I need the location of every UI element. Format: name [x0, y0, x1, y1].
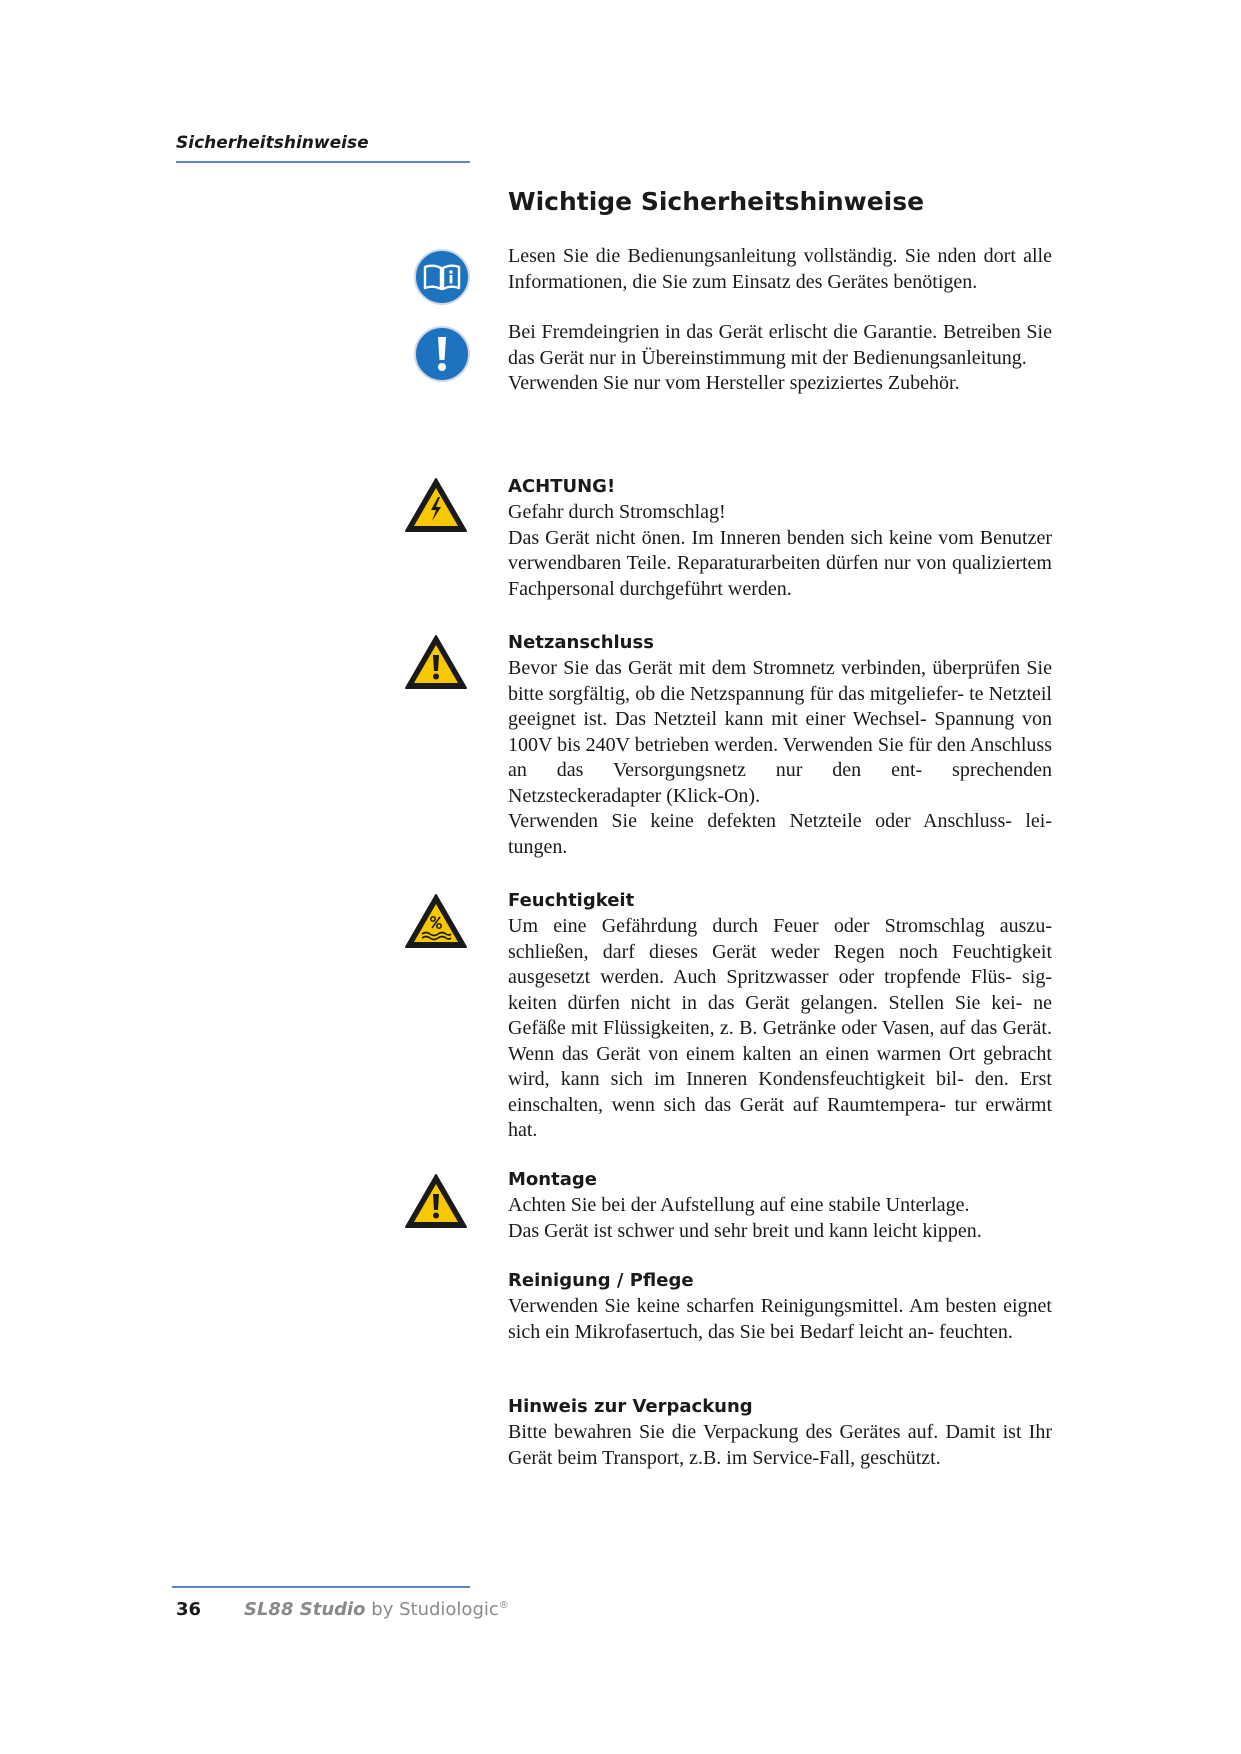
section-reinigung — [508, 1269, 1052, 1345]
section-text-extra: Das Gerät nicht önen. Im Inneren benden sich keine vom Benutzer verwendbaren Teile. Reparaturarbeiten dürfen nur von qualiziertem Fachpersonal durchgeführt werden. — [508, 526, 1052, 600]
section-feuchtigkeit — [508, 889, 1052, 1144]
general-warning-icon — [403, 1172, 469, 1230]
section-text-extra: Verwenden Sie nur vom Hersteller speziziertes Zubehör. — [508, 372, 960, 394]
section-text: Verwenden Sie keine scharfen Reinigungsmittel. Am besten eignet sich ein Mikrofasertuch, das Sie bei Bedarf leicht an- feuchten. — [508, 1295, 1052, 1343]
section-text: Achten Sie bei der Aufstellung auf eine stabile Unterlage. — [508, 1194, 970, 1216]
section-verpackung — [508, 1395, 1052, 1471]
section-text: Bevor Sie das Gerät mit dem Stromnetz verbinden, überprüfen Sie bitte sorgfältig, ob die Netzspannung für das mitgeliefer- te Netzteil geeignet ist. Das Netzteil kann mit einer Wechsel- Spannung von 100V bis 240V betrieben werden. Verwenden Sie für den Anschluss an das Versorgungsnetz nur den ent- sprechenden Netzsteckeradapter (Klick-On). — [508, 657, 1052, 807]
section-heading: Reinigung / Pflege — [508, 1270, 694, 1291]
footer-rule — [172, 1586, 470, 1588]
general-warning-icon — [403, 633, 469, 691]
section-heading: ACHTUNG! — [508, 476, 616, 497]
section-text: Um eine Gefährdung durch Feuer oder Stromschlag auszu- schließen, darf dieses Gerät weder Regen noch Feuchtigkeit ausgesetzt werden. Auch Spritzwasser oder tropfende Flüs- sig- keiten dürfen nicht in das Gerät gelangen. Stellen Sie kei- ne Gefäße mit Flüssigkeiten, z. B. Getränke oder Vasen, auf das Gerät. Wenn das Gerät von einem kalten an einen warmen Ort gebracht wird, kann sich im Inneren Kondensfeuchtigkeit bil- den. Erst einschalten, wenn sich das Gerät auf Raumtempera- tur erwärmt hat. — [508, 915, 1052, 1141]
product-name: SL88 Studio — [244, 1599, 366, 1620]
electric-shock-warning-icon — [403, 476, 469, 534]
page-number: 36 — [176, 1599, 202, 1620]
section-text: Gefahr durch Stromschlag! — [508, 501, 726, 523]
section-heading: Feuchtigkeit — [508, 890, 635, 911]
section-heading: Hinweis zur Verpackung — [508, 1396, 753, 1417]
humidity-warning-icon — [403, 892, 469, 950]
section-text-extra: Das Gerät ist schwer und sehr breit und kann leicht kippen. — [508, 1219, 982, 1242]
section-montage — [508, 1168, 1052, 1244]
section-manual — [508, 244, 1052, 295]
section-text: Bitte bewahren Sie die Verpackung des Gerätes auf. Damit ist Ihr Gerät beim Transport, z.B. im Service-Fall, geschützt. — [508, 1421, 1052, 1469]
footer-product — [244, 1599, 509, 1620]
section-warranty — [508, 320, 1052, 397]
page-title: Wichtige Sicherheitshinweise — [508, 187, 925, 216]
product-brand: by Studiologic — [371, 1599, 499, 1620]
registered-mark: ® — [498, 1600, 509, 1611]
section-text-extra: Verwenden Sie keine defekten Netzteile oder Anschluss- lei- tungen. — [508, 810, 1052, 858]
running-header: Sicherheitshinweise — [176, 133, 369, 153]
section-netzanschluss — [508, 631, 1052, 860]
mandatory-exclamation-icon — [413, 325, 471, 383]
header-rule — [176, 161, 470, 163]
section-text: Bei Fremdeingrien in das Gerät erlischt die Garantie. Betreiben Sie das Gerät nur in Übereinstimmung mit der Bedienungsanleitung. — [508, 321, 1052, 369]
section-text: Lesen Sie die Bedienungsanleitung vollständig. Sie nden dort alle Informationen, die Sie zum Einsatz des Gerätes benötigen. — [508, 245, 1052, 293]
section-heading: Netzanschluss — [508, 632, 654, 653]
manual-info-icon — [413, 248, 471, 306]
section-heading: Montage — [508, 1169, 597, 1190]
section-achtung — [508, 475, 1052, 602]
